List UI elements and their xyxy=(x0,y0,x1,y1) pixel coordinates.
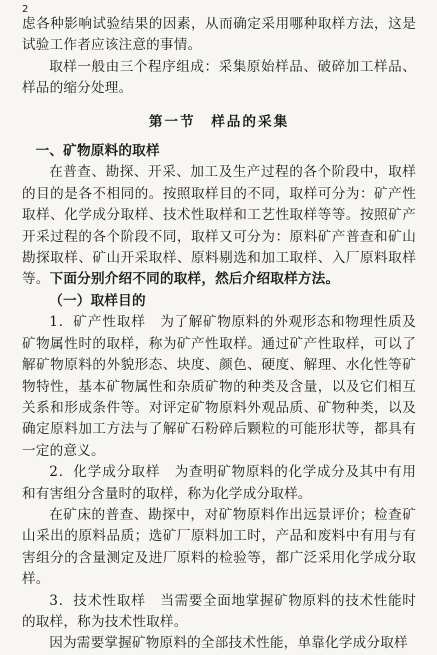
item-mineral-sampling xyxy=(22,312,416,462)
intro-continuation: 虑各种影响试验结果的因素，从而确定采用哪种取样方法，这是试验工作者应该注意的事情。 xyxy=(22,16,416,54)
item3-text: 当需要全面地掌握矿物原料的技术性能时的取样，称为技术性取样。 xyxy=(22,592,416,630)
ore-sampling-overview xyxy=(22,162,416,290)
item2-text: 为查明矿物原料的化学成分及其中有用和有害组分含量时的取样，称为化学成分取样。 xyxy=(22,464,416,502)
page-body xyxy=(22,14,416,655)
page-number: 2 xyxy=(22,4,29,15)
heading-sampling-purpose: （一）取样目的 xyxy=(49,292,146,309)
section-title: 第一节 样品的采集 xyxy=(148,113,290,130)
sampling-steps-paragraph: 取样一般由三个程序组成：采集原始样品、破碎加工样品、样品的缩分处理。 xyxy=(22,58,416,97)
item-technical-sampling xyxy=(22,591,416,634)
item1-term: 1．矿产性取样 xyxy=(49,314,146,331)
heading-ore-sampling: 一、矿物原料的取样 xyxy=(35,143,160,160)
item1-text: 为了解矿物原料的外观形态和物理性质及矿物属性时的取样，称为矿产性取样。通过矿产性取样，可以了解矿物原料的外貌形态、块度、颜色、硬度、解理、水化性等矿物特性，基本矿物属性和杂质矿物的种类及含量，以及它们相互关系和形成条件等。对评定矿物原料外观品质、矿物种类，以及确定原料加工方法与了解矿石粉碎后颗粒的可能形状等，都具有一定的意义。 xyxy=(22,314,416,459)
item3-term: 3．技术性取样 xyxy=(49,592,146,609)
ore-sampling-overview-bold: 下面分别介绍不同的取样，然后介绍取样方法。 xyxy=(49,271,340,288)
item2-continuation: 在矿床的普查、勘探中，对矿物原料作出远景评价；检查矿山采出的原料品质；选矿厂原料加工时，产品和废料中有用与有害组分的含量测定及进厂原料的检验等，都广泛采用化学成分取样。 xyxy=(22,506,416,588)
ore-sampling-overview-text: 在普查、勘探、开采、加工及生产过程的各个阶段中，取样的目的是各不相同的。按照取样目的不同，取样可分为：矿产性取样、化学成分取样、技术性取样和工艺性取样等等。按照矿产开采过程的各个阶段不同，取样又可分为：原料矿产普查和矿山勘探取样、矿山开采取样、原料剔选和加工取样、入厂原料取样等。 xyxy=(22,164,416,288)
item3-continuation: 因为需要掌握矿物原料的全部技术性能，单靠化学成分取样 xyxy=(49,635,408,652)
item2-term: 2．化学成分取样 xyxy=(49,464,161,481)
item-chemical-sampling xyxy=(22,462,416,505)
